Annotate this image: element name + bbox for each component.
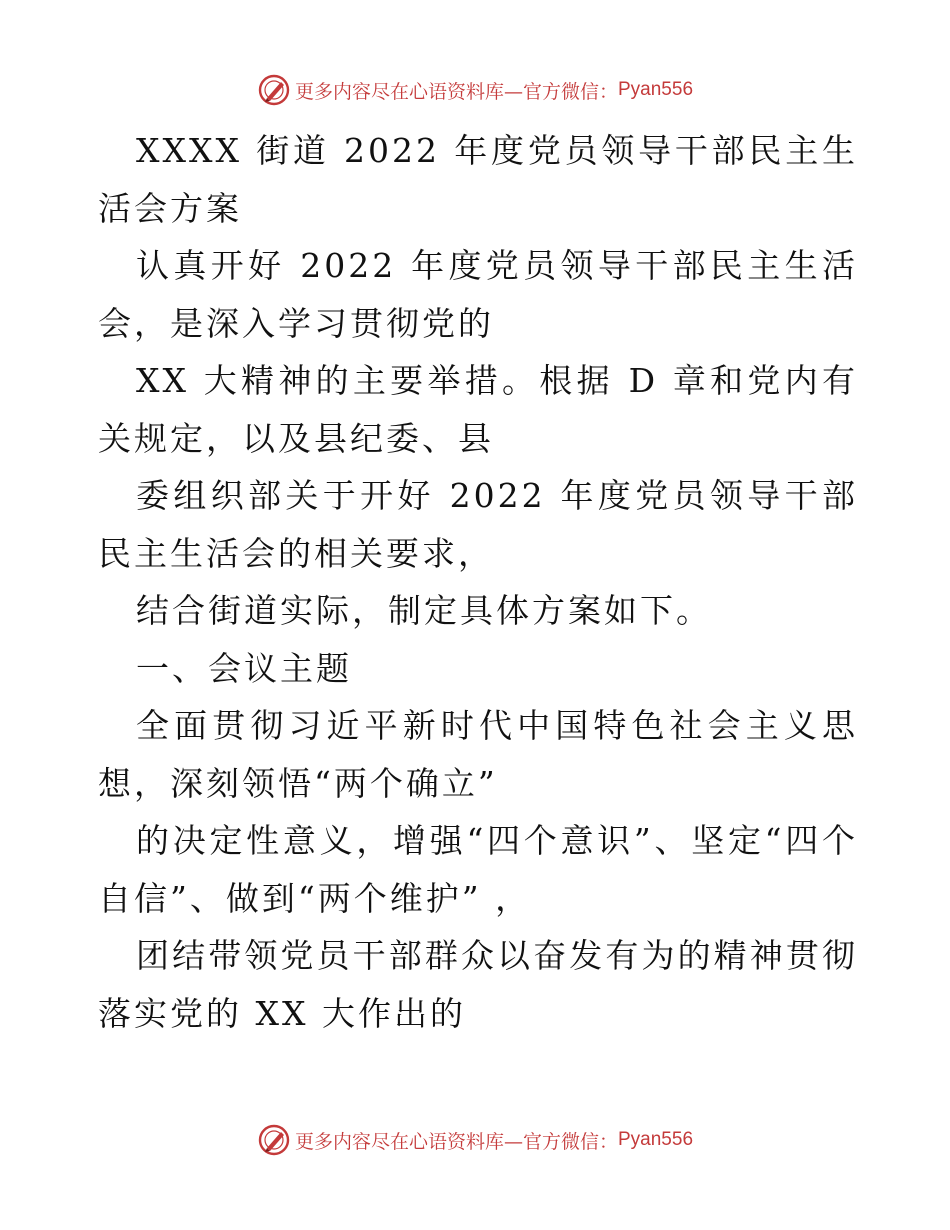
pen-logo-icon [257, 1123, 291, 1157]
watermark-handle: Pyan556 [618, 79, 694, 100]
paragraph: 团结带领党员干部群众以奋发有为的精神贯彻落实党的 XX 大作出的 [98, 936, 858, 1033]
watermark-contact-text: 官方微信： [522, 1130, 618, 1153]
paragraph: 认真开好 2022 年度党员领导干部民主生活会，是深入学习贯彻党的 [98, 246, 858, 343]
paragraph: 的决定性意义，增强“四个意识”、坚定“四个自信”、做到“两个维护” ， [98, 821, 858, 918]
document-body [98, 122, 858, 1042]
watermark-contact-text: 官方微信： [522, 80, 618, 103]
paragraph: 委组织部关于开好 2022 年度党员领导干部民主生活会的相关要求， [98, 476, 858, 573]
paragraph: XX 大精神的主要举措。根据 D 章和党内有关规定，以及县纪委、县 [98, 361, 858, 458]
watermark-handle: Pyan556 [618, 1129, 694, 1150]
paragraph: 全面贯彻习近平新时代中国特色社会主义思想，深刻领悟“两个确立” [98, 706, 858, 803]
pen-logo-icon [257, 73, 291, 107]
paragraph: 结合街道实际，制定具体方案如下。 [136, 591, 712, 630]
watermark-site-text: 更多内容尽在心语资料库— [294, 1130, 523, 1153]
footer-watermark [0, 1120, 950, 1160]
document-title: XXXX 街道 2022 年度党员领导干部民主生活会方案 [98, 131, 858, 228]
section-heading: 一、会议主题 [136, 648, 352, 688]
watermark-site-text: 更多内容尽在心语资料库— [294, 80, 523, 103]
header-watermark [0, 70, 950, 110]
